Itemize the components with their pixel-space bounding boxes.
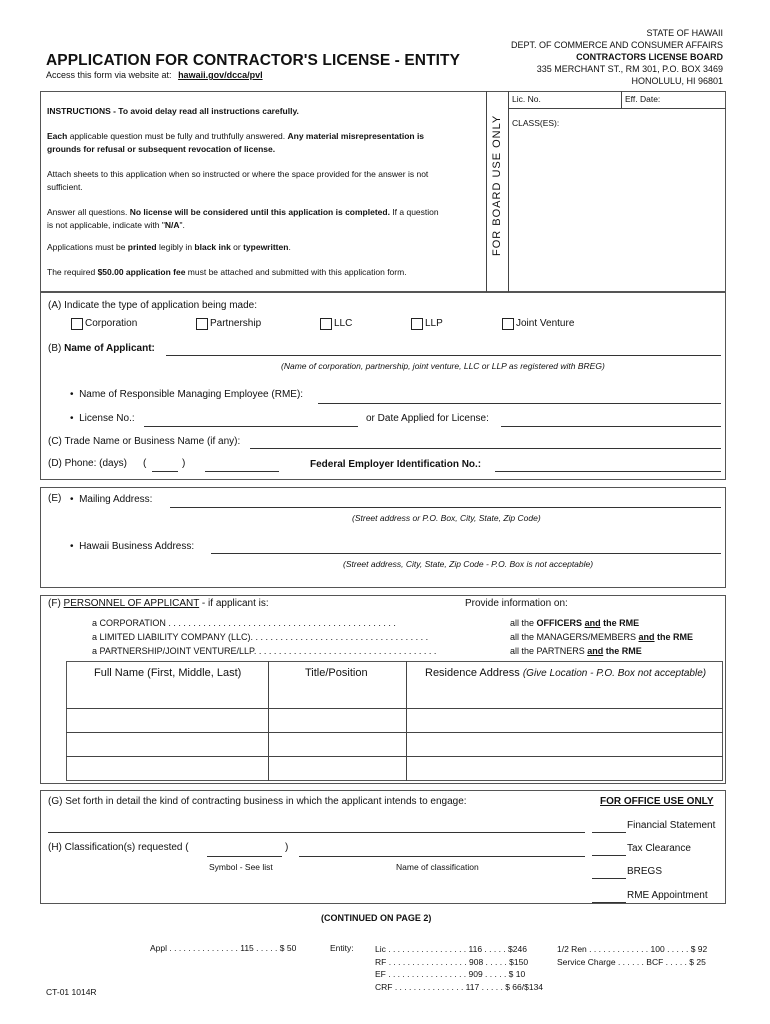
- form-id: CT-01 1014R: [46, 987, 97, 997]
- p4-printed: printed: [127, 242, 157, 252]
- bregs-field[interactable]: [592, 878, 626, 879]
- p5-fee: $50.00 application fee: [97, 267, 186, 277]
- type-llc: a LIMITED LIABILITY COMPANY (LLC). . . . . . . . . . . . . . . . . . . . . . . . . . . . . . . . . . . .: [92, 632, 429, 642]
- personnel-row-1-name[interactable]: [68, 709, 266, 731]
- board-use-vertical: FOR BOARD USE ONLY: [491, 114, 503, 256]
- financial-statement-label: Financial Statement: [627, 820, 716, 831]
- tax-clearance-field[interactable]: [592, 855, 626, 856]
- provide-corporation: [510, 618, 639, 628]
- applicant-name-note: (Name of corporation, partnership, joint venture, LLC or LLP as registered with BREG): [281, 361, 605, 371]
- p1-bold: Any material misrepresentation is: [287, 131, 425, 141]
- provide-info-label: Provide information on:: [465, 598, 568, 609]
- section-f-prefix: (F): [48, 598, 64, 609]
- applicant-name-field[interactable]: [166, 355, 721, 356]
- date-applied-label: or Date Applied for License:: [366, 413, 489, 424]
- fee-right-list: [557, 943, 707, 968]
- p1-text: applicable question must be fully and truthfully answered.: [67, 131, 288, 141]
- provide-llc-pre: all the MANAGERS/MEMBERS: [510, 632, 639, 642]
- instructions-p3: [47, 206, 439, 231]
- bregs-label: BREGS: [627, 866, 663, 877]
- fee-appl: Appl . . . . . . . . . . . . . . . 115 . . . . . $ 50: [150, 943, 297, 953]
- section-c-label: (C) Trade Name or Business Name (if any):: [48, 436, 241, 447]
- license-no-text: License No.:: [79, 413, 135, 424]
- p3-na: N/A: [164, 219, 180, 230]
- fee-ef: EF . . . . . . . . . . . . . . . . . 909 . . . . . $ 10: [375, 969, 526, 979]
- hawaii-address-field[interactable]: [211, 553, 721, 554]
- joint-venture-label: Joint Venture: [516, 318, 575, 329]
- table-col-line-1: [268, 661, 269, 781]
- type-partnership: a PARTNERSHIP/JOINT VENTURE/LLP. . . . . . . . . . . . . . . . . . . . . . . . . . . . . . . . . . . . .: [92, 646, 437, 656]
- office-use-heading: FOR OFFICE USE ONLY: [600, 796, 714, 807]
- agency-block: [511, 27, 723, 87]
- section-f-title: PERSONNEL OF APPLICANT: [63, 598, 200, 609]
- col-header-name: Full Name (First, Middle, Last): [94, 667, 242, 679]
- mailing-label: • Mailing Address:: [70, 494, 153, 505]
- phone-label: (D) Phone: (days): [48, 458, 127, 469]
- rme-label: • Name of Responsible Managing Employee (RME):: [70, 389, 304, 400]
- instructions-p2: [47, 168, 428, 193]
- corporation-label: Corporation: [85, 318, 138, 329]
- classification-name-note: Name of classification: [396, 862, 479, 872]
- p3-b: If a question: [389, 207, 439, 217]
- provide-llc-rme: the RME: [654, 632, 694, 642]
- rme-appointment-field[interactable]: [592, 902, 626, 903]
- provide-partners-and: and: [587, 646, 604, 656]
- p4-typed: typewritten: [243, 242, 289, 252]
- col-address-note: (Give Location - P.O. Box not acceptable): [522, 668, 707, 679]
- fee-entity-label: Entity:: [330, 943, 354, 953]
- instructions-p5: [47, 267, 407, 277]
- table-col-line-2: [406, 661, 407, 781]
- provide-corp-pre: all the: [510, 618, 537, 628]
- corporation-checkbox[interactable]: [71, 318, 83, 330]
- partnership-label: Partnership: [210, 318, 262, 329]
- provide-corp-rme: the RME: [600, 618, 640, 628]
- classification-name-field[interactable]: [299, 856, 585, 857]
- instructions-heading: INSTRUCTIONS - To avoid delay read all instructions carefully.: [47, 106, 299, 116]
- section-h-label: (H) Classification(s) requested (: [48, 842, 189, 853]
- col-address-label: Residence Address: [425, 667, 523, 679]
- fein-label: Federal Employer Identification No.:: [310, 459, 482, 470]
- classification-symbol-field[interactable]: [207, 856, 282, 857]
- fee-service-charge: Service Charge . . . . . . BCF . . . . . $ 25: [557, 956, 706, 967]
- fee-lic: Lic . . . . . . . . . . . . . . . . . 116 . . . . . $246: [375, 944, 527, 954]
- provide-corp-and: and: [584, 618, 601, 628]
- phone-paren-close: ): [182, 458, 186, 469]
- tax-clearance-label: Tax Clearance: [627, 843, 691, 854]
- provide-llc: [510, 632, 693, 642]
- board-col-line: [621, 91, 622, 108]
- access-line: [46, 70, 263, 80]
- joint-venture-checkbox[interactable]: [502, 318, 514, 330]
- section-f-label: [48, 598, 269, 609]
- type-corporation: a CORPORATION . . . . . . . . . . . . . . . . . . . . . . . . . . . . . . . . . . . . . . . . . . . . . .: [92, 618, 396, 628]
- section-b-label: [48, 343, 155, 354]
- mailing-text: Mailing Address:: [79, 494, 153, 505]
- provide-llc-and: and: [638, 632, 655, 642]
- p4-c: or: [230, 242, 244, 252]
- page-title: APPLICATION FOR CONTRACTOR'S LICENSE - ENTITY: [46, 52, 461, 69]
- hawaii-address-label: • Hawaii Business Address:: [70, 541, 195, 552]
- hawaii-address-note: (Street address, City, State, Zip Code - P.O. Box is not acceptable): [343, 559, 594, 569]
- p1-each: Each: [47, 131, 68, 141]
- date-applied-field[interactable]: [501, 426, 721, 427]
- lic-no-label: Lic. No.: [512, 94, 541, 104]
- mailing-address-field[interactable]: [170, 507, 721, 508]
- llp-label: LLP: [425, 318, 443, 329]
- instructions-p4: [47, 242, 291, 252]
- col-header-address: [425, 667, 706, 679]
- section-b-prefix: (B): [48, 343, 65, 354]
- llc-checkbox[interactable]: [320, 318, 332, 330]
- mailing-note: (Street address or P.O. Box, City, State, Zip Code): [352, 513, 541, 523]
- rme-text: Name of Responsible Managing Employee (RME):: [79, 389, 304, 400]
- fee-half-renewal: 1/2 Ren . . . . . . . . . . . . . 100 . . . . . $ 92: [557, 944, 708, 954]
- agency-board: CONTRACTORS LICENSE BOARD: [576, 52, 723, 62]
- llc-label: LLC: [334, 318, 353, 329]
- fee-entity-list: [375, 943, 543, 993]
- partnership-checkbox[interactable]: [196, 318, 208, 330]
- section-a-label: (A) Indicate the type of application being made:: [48, 300, 258, 311]
- section-e-label: (E): [48, 493, 62, 504]
- rme-appointment-label: RME Appointment: [627, 890, 708, 901]
- area-code-field[interactable]: [152, 471, 178, 472]
- board-divider-2: [508, 91, 509, 292]
- agency-dept: DEPT. OF COMMERCE AND CONSUMER AFFAIRS: [510, 40, 723, 50]
- p2-line2: sufficient.: [47, 181, 83, 192]
- section-h-close: ): [285, 842, 289, 853]
- business-description-field[interactable]: [48, 832, 585, 833]
- eff-date-label: Eff. Date:: [625, 94, 661, 104]
- personnel-row-3-name[interactable]: [68, 757, 266, 779]
- p1-bold-2: grounds for refusal or subsequent revocation of license.: [47, 143, 276, 154]
- trade-name-field[interactable]: [250, 448, 721, 449]
- p4-b: legibly in: [156, 242, 195, 252]
- rme-field[interactable]: [318, 403, 721, 404]
- provide-partnership: [510, 646, 642, 656]
- p5-a: The required: [47, 267, 98, 277]
- section-f-suffix: - if applicant is:: [199, 598, 269, 609]
- section-abcd-box: [40, 292, 726, 480]
- phone-paren-open: (: [143, 458, 147, 469]
- p3-a: Answer all questions.: [47, 207, 130, 217]
- section-b-name: Name of Applicant:: [64, 343, 155, 354]
- financial-statement-field[interactable]: [592, 832, 626, 833]
- agency-state: STATE OF HAWAII: [646, 28, 723, 38]
- hawaii-text: Hawaii Business Address:: [79, 541, 195, 552]
- fein-field[interactable]: [495, 471, 721, 472]
- board-row-line: [508, 108, 726, 109]
- p4-ink: black ink: [194, 242, 231, 252]
- continued-note: (CONTINUED ON PAGE 2): [321, 913, 432, 923]
- license-no-label: • License No.:: [70, 413, 135, 424]
- classes-label: CLASS(ES):: [512, 118, 560, 128]
- llp-checkbox[interactable]: [411, 318, 423, 330]
- access-prefix: Access this form via website at:: [46, 70, 172, 80]
- personnel-row-2-name[interactable]: [68, 733, 266, 755]
- col-header-title: Title/Position: [305, 667, 368, 679]
- p2-line1: Attach sheets to this application when so instructed or where the space provided for the answer is not: [47, 169, 429, 179]
- p4-a: Applications must be: [47, 242, 128, 252]
- section-g-label: (G) Set forth in detail the kind of contracting business in which the applicant intends to engage:: [48, 796, 467, 807]
- symbol-note: Symbol - See list: [209, 862, 273, 872]
- website-link[interactable]: hawaii.gov/dcca/pvl: [178, 70, 263, 80]
- instructions-p1: [47, 130, 424, 155]
- p3-d: ".: [179, 219, 185, 230]
- fee-crf: CRF . . . . . . . . . . . . . . . 117 . . . . . $ 66/$134: [375, 981, 544, 992]
- provide-corp-officers: OFFICERS: [536, 618, 583, 628]
- provide-partners-rme: the RME: [603, 646, 642, 656]
- phone-field[interactable]: [205, 471, 279, 472]
- p4-d: .: [288, 242, 291, 252]
- board-divider: [486, 91, 487, 292]
- agency-city: HONOLULU, HI 96801: [631, 76, 723, 86]
- p3-bold: No license will be considered until this application is completed.: [129, 207, 390, 217]
- p3-c: is not applicable, indicate with ": [47, 219, 165, 230]
- license-no-field[interactable]: [144, 426, 358, 427]
- fee-rf: RF . . . . . . . . . . . . . . . . . 908 . . . . . $150: [375, 956, 529, 967]
- agency-address: 335 MERCHANT ST., RM 301, P.O. BOX 3469: [536, 64, 723, 74]
- provide-partners-pre: all the PARTNERS: [510, 646, 588, 656]
- p5-b: must be attached and submitted with this application form.: [185, 267, 407, 277]
